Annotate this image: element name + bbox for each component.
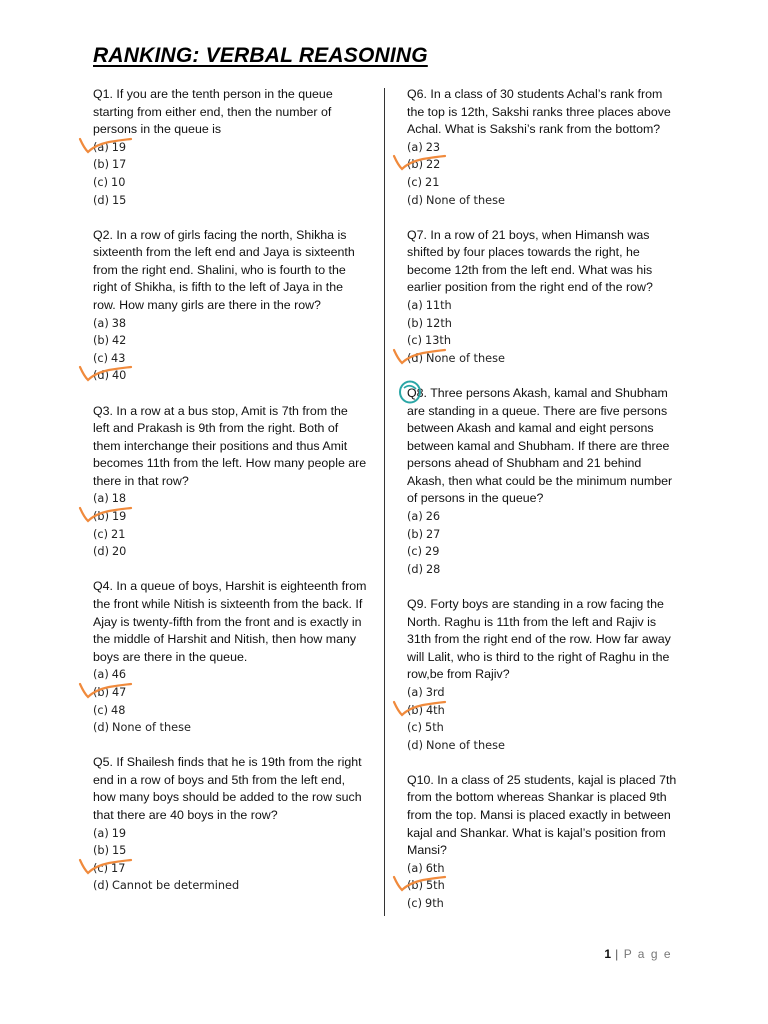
option-a: (a) 46 bbox=[93, 668, 127, 682]
option-a: (a) 18 bbox=[93, 492, 127, 506]
option-c: (c) 48 bbox=[93, 703, 126, 717]
column-divider bbox=[384, 88, 385, 916]
question-7 bbox=[407, 227, 679, 368]
page-number: 1 bbox=[604, 947, 612, 961]
option-d: (d) None of these bbox=[407, 738, 505, 752]
option-c: (c) 43 bbox=[93, 351, 126, 365]
option-d: (d) 28 bbox=[407, 562, 441, 576]
option-d: (d) None of these bbox=[407, 193, 505, 207]
option-d: (d) None of these bbox=[407, 350, 679, 368]
option-a: (a) 19 bbox=[93, 139, 367, 157]
option-b: (b) 15 bbox=[93, 844, 127, 858]
page-label: P a g e bbox=[623, 947, 672, 961]
left-column bbox=[93, 86, 367, 912]
option-d: (d) None of these bbox=[93, 721, 191, 735]
question-5 bbox=[93, 754, 367, 895]
option-b: (b) 19 bbox=[93, 508, 367, 526]
question-8 bbox=[407, 385, 679, 579]
question-text: Q9. Forty boys are standing in a row facing the North. Raghu is 11th from the left and Rajiv is 31th from the right end of the row. How far away will Lalit, who is third to the right of Raghu in the row,be from Rajiv? bbox=[407, 596, 671, 682]
option-c: (c) 29 bbox=[407, 545, 440, 559]
question-3 bbox=[93, 403, 367, 561]
option-b: (b) 17 bbox=[93, 158, 127, 172]
question-4 bbox=[93, 578, 367, 736]
option-c: (c) 17 bbox=[93, 860, 367, 878]
question-10 bbox=[407, 772, 679, 913]
question-text: Q6. In a class of 30 students Achal’s rank from the top is 12th, Sakshi ranks three places above Achal. What is Sakshi’s rank from the bottom? bbox=[407, 87, 671, 137]
option-d: (d) 20 bbox=[93, 545, 127, 559]
question-9 bbox=[407, 596, 679, 754]
question-1 bbox=[93, 86, 367, 209]
option-b: (b) 5th bbox=[407, 877, 679, 895]
question-text: Q1. If you are the tenth person in the queue starting from either end, then the number of persons in the queue is bbox=[93, 87, 333, 137]
option-d: (d) 40 bbox=[93, 367, 367, 385]
option-c: (c) 10 bbox=[93, 175, 126, 189]
option-b: (b) 42 bbox=[93, 334, 127, 348]
option-a: (a) 38 bbox=[93, 316, 127, 330]
footer-separator: | bbox=[615, 947, 620, 961]
option-d: (d) 15 bbox=[93, 193, 127, 207]
option-b: (b) 47 bbox=[93, 684, 367, 702]
question-text: Q10. In a class of 25 students, kajal is placed 7th from the bottom whereas Shankar is placed 9th from the top. Mansi is placed exactly in between kajal and Shankar. What is kajal’s position from Mansi? bbox=[407, 772, 677, 858]
page-footer bbox=[604, 947, 672, 961]
option-b: (b) 4th bbox=[407, 702, 679, 720]
option-b: (b) 27 bbox=[407, 527, 441, 541]
question-text: Q7. In a row of 21 boys, when Himansh was shifted by four places towards the right, he become 12th from the left end. What was his earlier position from the right end of the row? bbox=[407, 227, 653, 295]
option-a: (a) 26 bbox=[407, 510, 441, 524]
option-c: (c) 21 bbox=[407, 175, 440, 189]
option-a: (a) 19 bbox=[93, 826, 127, 840]
option-b: (b) 22 bbox=[407, 156, 679, 174]
question-2 bbox=[93, 227, 367, 385]
option-c: (c) 13th bbox=[407, 334, 451, 348]
question-text: Q2. In a row of girls facing the north, Shikha is sixteenth from the left end and Jaya is sixteenth from the right end. Shalini, who is fourth to the right of Shikha, is fifth to the left of Jaya in the row. How many girls are there in the row? bbox=[93, 227, 355, 313]
option-d: (d) Cannot be determined bbox=[93, 879, 240, 893]
option-a: (a) 11th bbox=[407, 299, 452, 313]
question-text: Q3. In a row at a bus stop, Amit is 7th from the left and Prakash is 9th from the right. Both of them interchange their positions and thus Amit becomes 11th from the left. How many people are there in that row? bbox=[93, 403, 367, 488]
question-text: Q5. If Shailesh finds that he is 19th from the right end in a row of boys and 5th from the left end, how many boys should be added to the row such that there are 40 boys in the row? bbox=[93, 755, 362, 822]
page-title: RANKING: VERBAL REASONING bbox=[93, 44, 428, 67]
option-b: (b) 12th bbox=[407, 316, 452, 330]
option-c: (c) 5th bbox=[407, 721, 444, 735]
option-c: (c) 21 bbox=[93, 527, 126, 541]
option-a: (a) 23 bbox=[407, 140, 441, 154]
right-column bbox=[407, 86, 679, 930]
option-c: (c) 9th bbox=[407, 896, 444, 910]
question-text: Q8. Three persons Akash, kamal and Shubham are standing in a queue. There are five persons between Akash and kamal and eight persons between kamal and Shubham. If there are three persons ahead of Shubham and 21 behind Akash, then what could be the minimum number of persons in the queue? bbox=[407, 385, 673, 506]
option-a: (a) 6th bbox=[407, 861, 445, 875]
option-a: (a) 3rd bbox=[407, 685, 445, 699]
question-6 bbox=[407, 86, 679, 209]
question-text: Q4. In a queue of boys, Harshit is eighteenth from the front while Nitish is sixteenth from the back. If Ajay is twenty-fifth from the front and is exactly in the middle of Harshit and Nitish, then how many boys are there in the queue. bbox=[93, 579, 367, 664]
